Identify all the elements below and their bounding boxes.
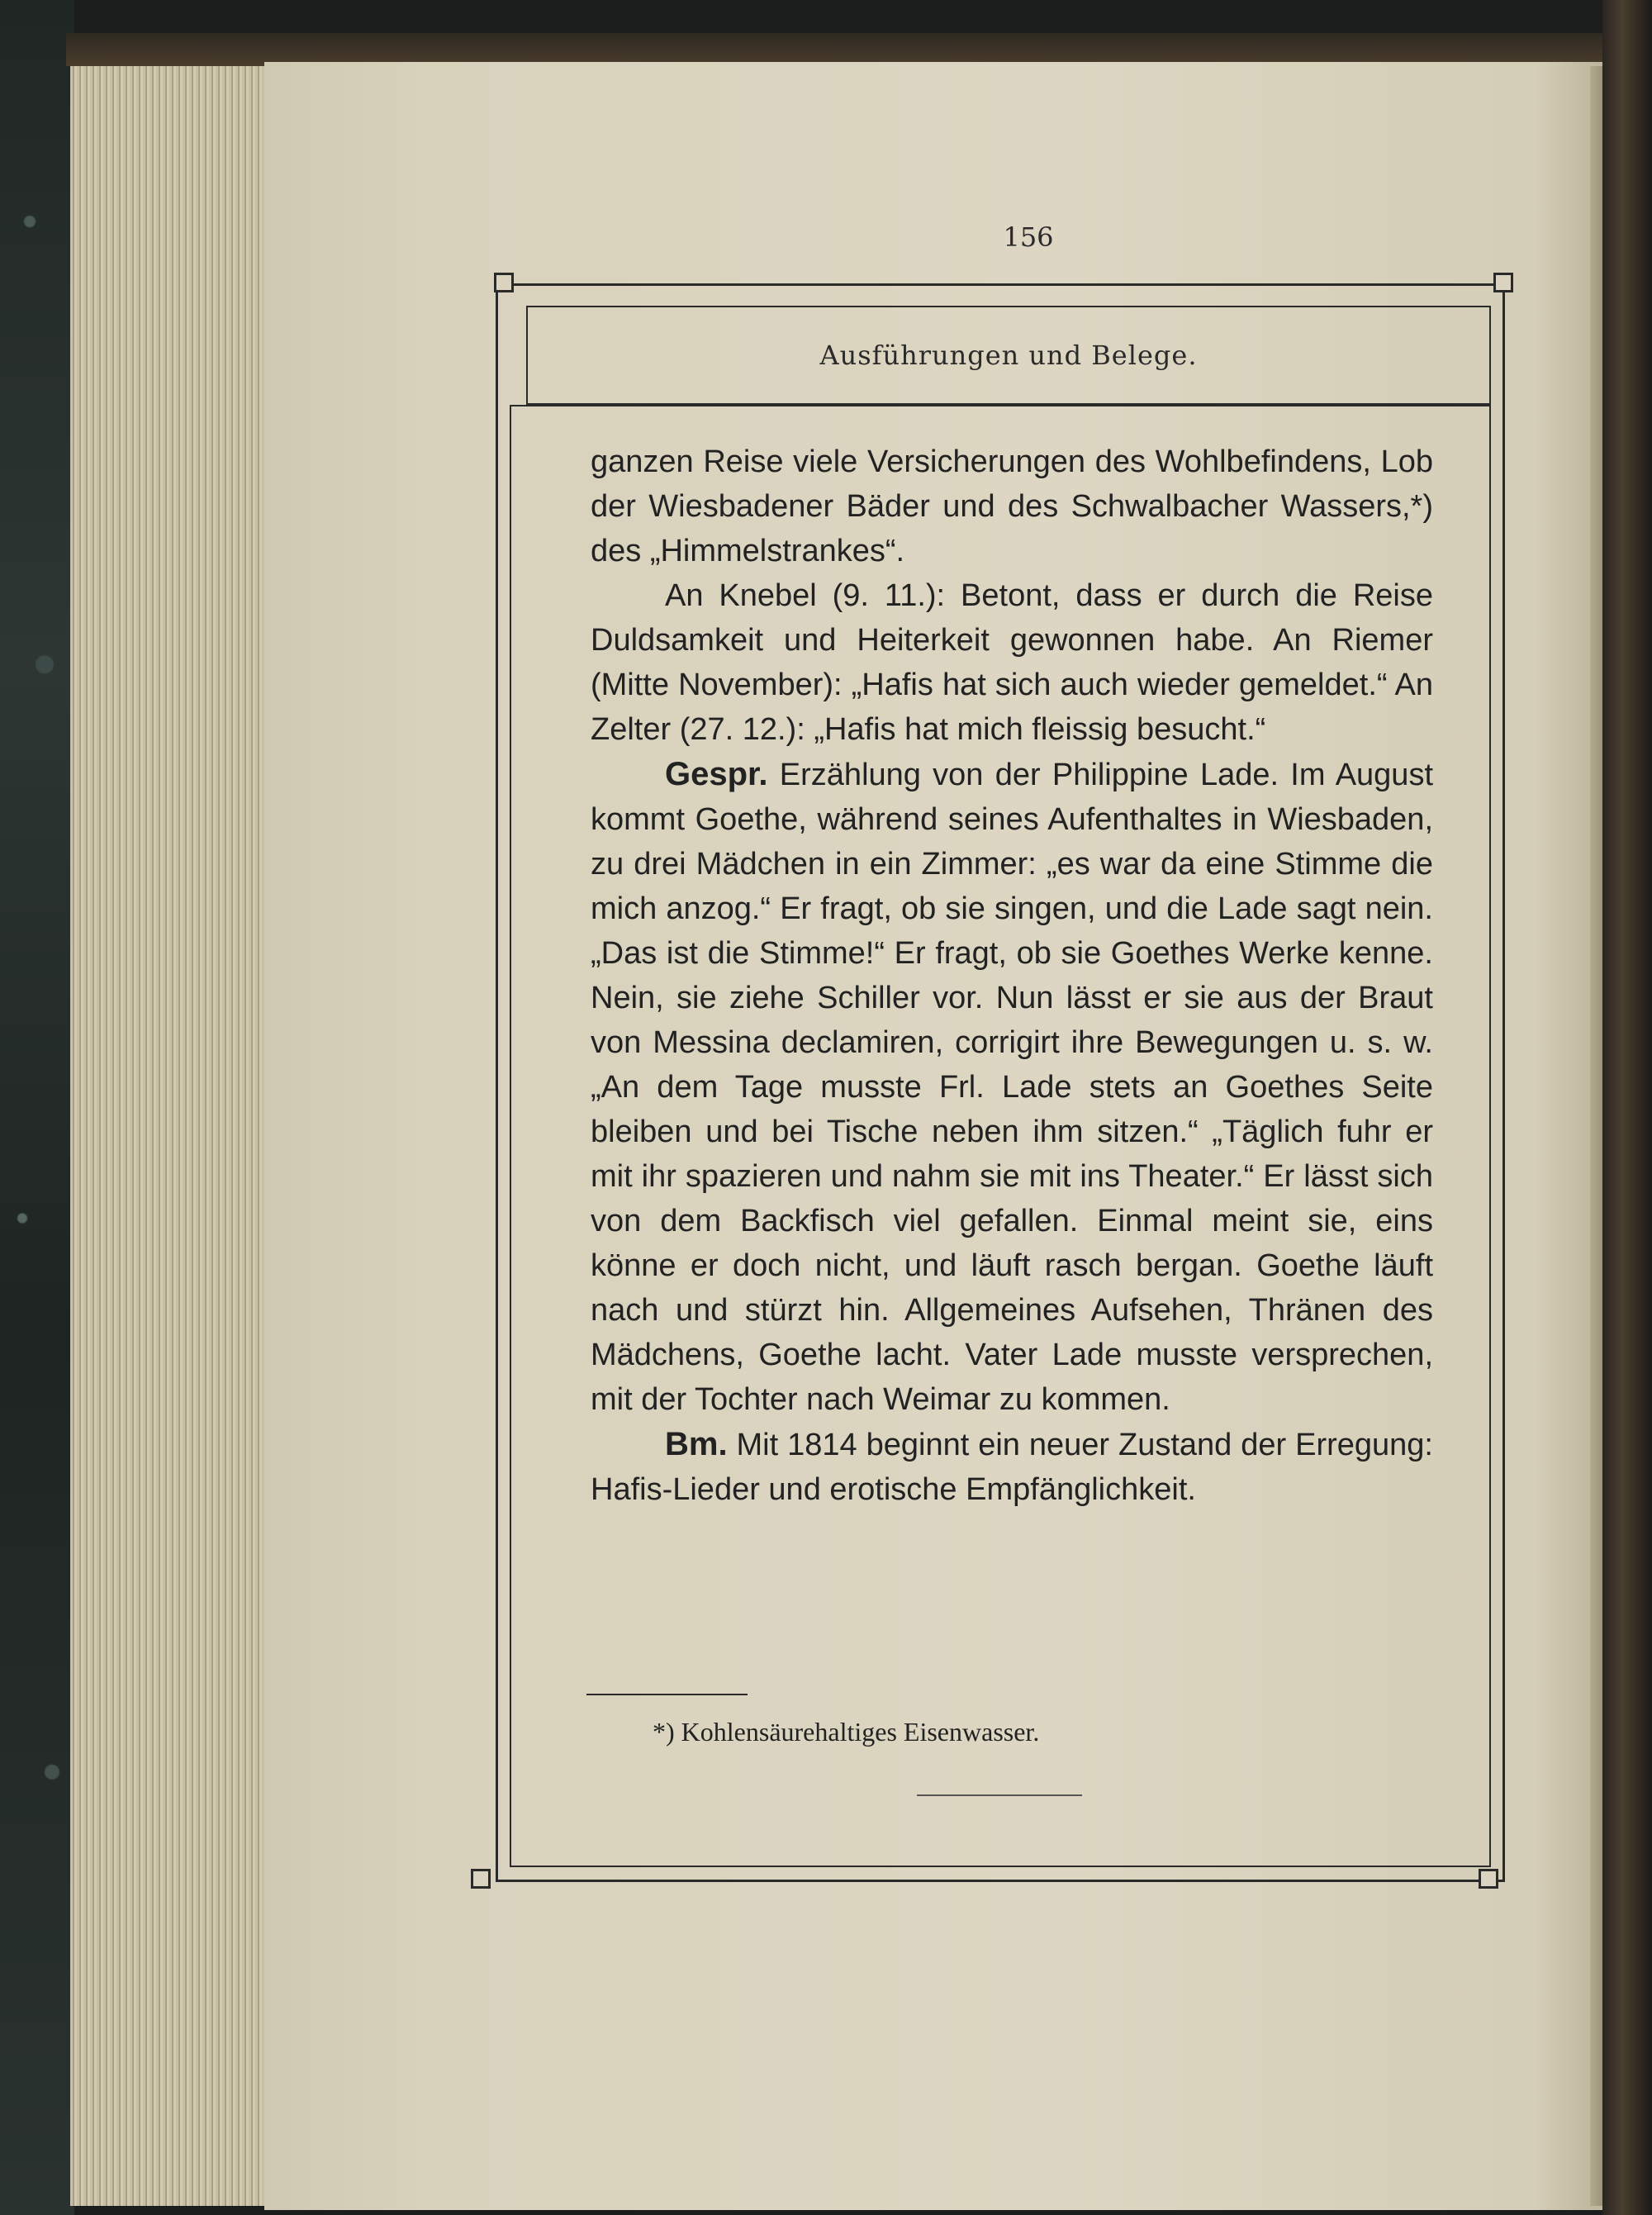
section-label-bm: Bm. xyxy=(665,1426,728,1462)
book-top-edge xyxy=(66,33,1635,66)
paragraph-3 xyxy=(591,752,1433,1422)
end-rule xyxy=(917,1794,1082,1796)
corner-ornament-top-left xyxy=(494,273,514,292)
facing-page-edge xyxy=(1602,0,1652,2215)
body-text xyxy=(591,440,1433,1512)
paragraph-3-text: Erzählung von der Philippine Lade. Im August kommt Goethe, während seines Aufenthaltes in Wiesbaden, zu drei Mädchen in ein Zimmer: „es war da eine Stimme die mich anzog.“ Er fragt, ob sie singen, und die Lade sagt nein. „Das ist die Stimme!“ Er fragt, ob sie Goethes Werke kenne. Nein, sie ziehe Schiller vor. Nun lässt er sie aus der Braut von Messina declamiren, corrigirt ihre Bewegungen u. s. w. „An dem Tage musste Frl. Lade stets an Goethes Seite bleiben und bei Tische neben ihm sitzen.“ „Täglich fuhr er mit ihr spazieren und nahm sie mit ins Theater.“ Er lässt sich von dem Backfisch viel gefallen. Einmal meint sie, eins könne er doch nicht, und läuft rasch bergan. Goethe läuft nach und stürzt hin. Allgemeines Aufsehen, Thränen des Mädchens, Goethe lacht. Vater Lade musste versprechen, mit der Tochter nach Weimar zu kommen. xyxy=(591,758,1433,1417)
corner-ornament-top-right xyxy=(1493,273,1513,292)
section-label-gespr: Gespr. xyxy=(665,756,768,792)
footnote: *) Kohlensäurehaltiges Eisenwasser. xyxy=(653,1717,1040,1747)
page-edges xyxy=(70,66,277,2206)
paragraph-2: An Knebel (9. 11.): Betont, dass er durch die Reise Duldsamkeit und Heiterkeit gewonnen habe. An Riemer (Mitte November): „Hafis hat sich auch wieder gemeldet.“ An Zelter (27. 12.): „Hafis hat mich fleissig besucht.“ xyxy=(591,578,1433,747)
page-number: 156 xyxy=(1003,221,1054,253)
paragraph-1: ganzen Reise viele Versicherungen des Wohlbefindens, Lob der Wiesbadener Bäder und des Schwalbacher Wassers,*) des „Himmelstrankes“. xyxy=(591,444,1433,568)
running-header xyxy=(526,306,1491,405)
running-header-title: Ausführungen und Belege. xyxy=(819,340,1198,371)
marbled-cover xyxy=(0,0,74,2215)
corner-ornament-bottom-right xyxy=(1479,1869,1498,1889)
paragraph-4-text: Mit 1814 beginnt ein neuer Zustand der Erregung: Hafis-Lieder und erotische Empfänglichkeit. xyxy=(591,1428,1433,1507)
paragraph-4 xyxy=(591,1422,1433,1512)
footnote-rule xyxy=(586,1694,748,1695)
corner-ornament-bottom-left xyxy=(471,1869,491,1889)
